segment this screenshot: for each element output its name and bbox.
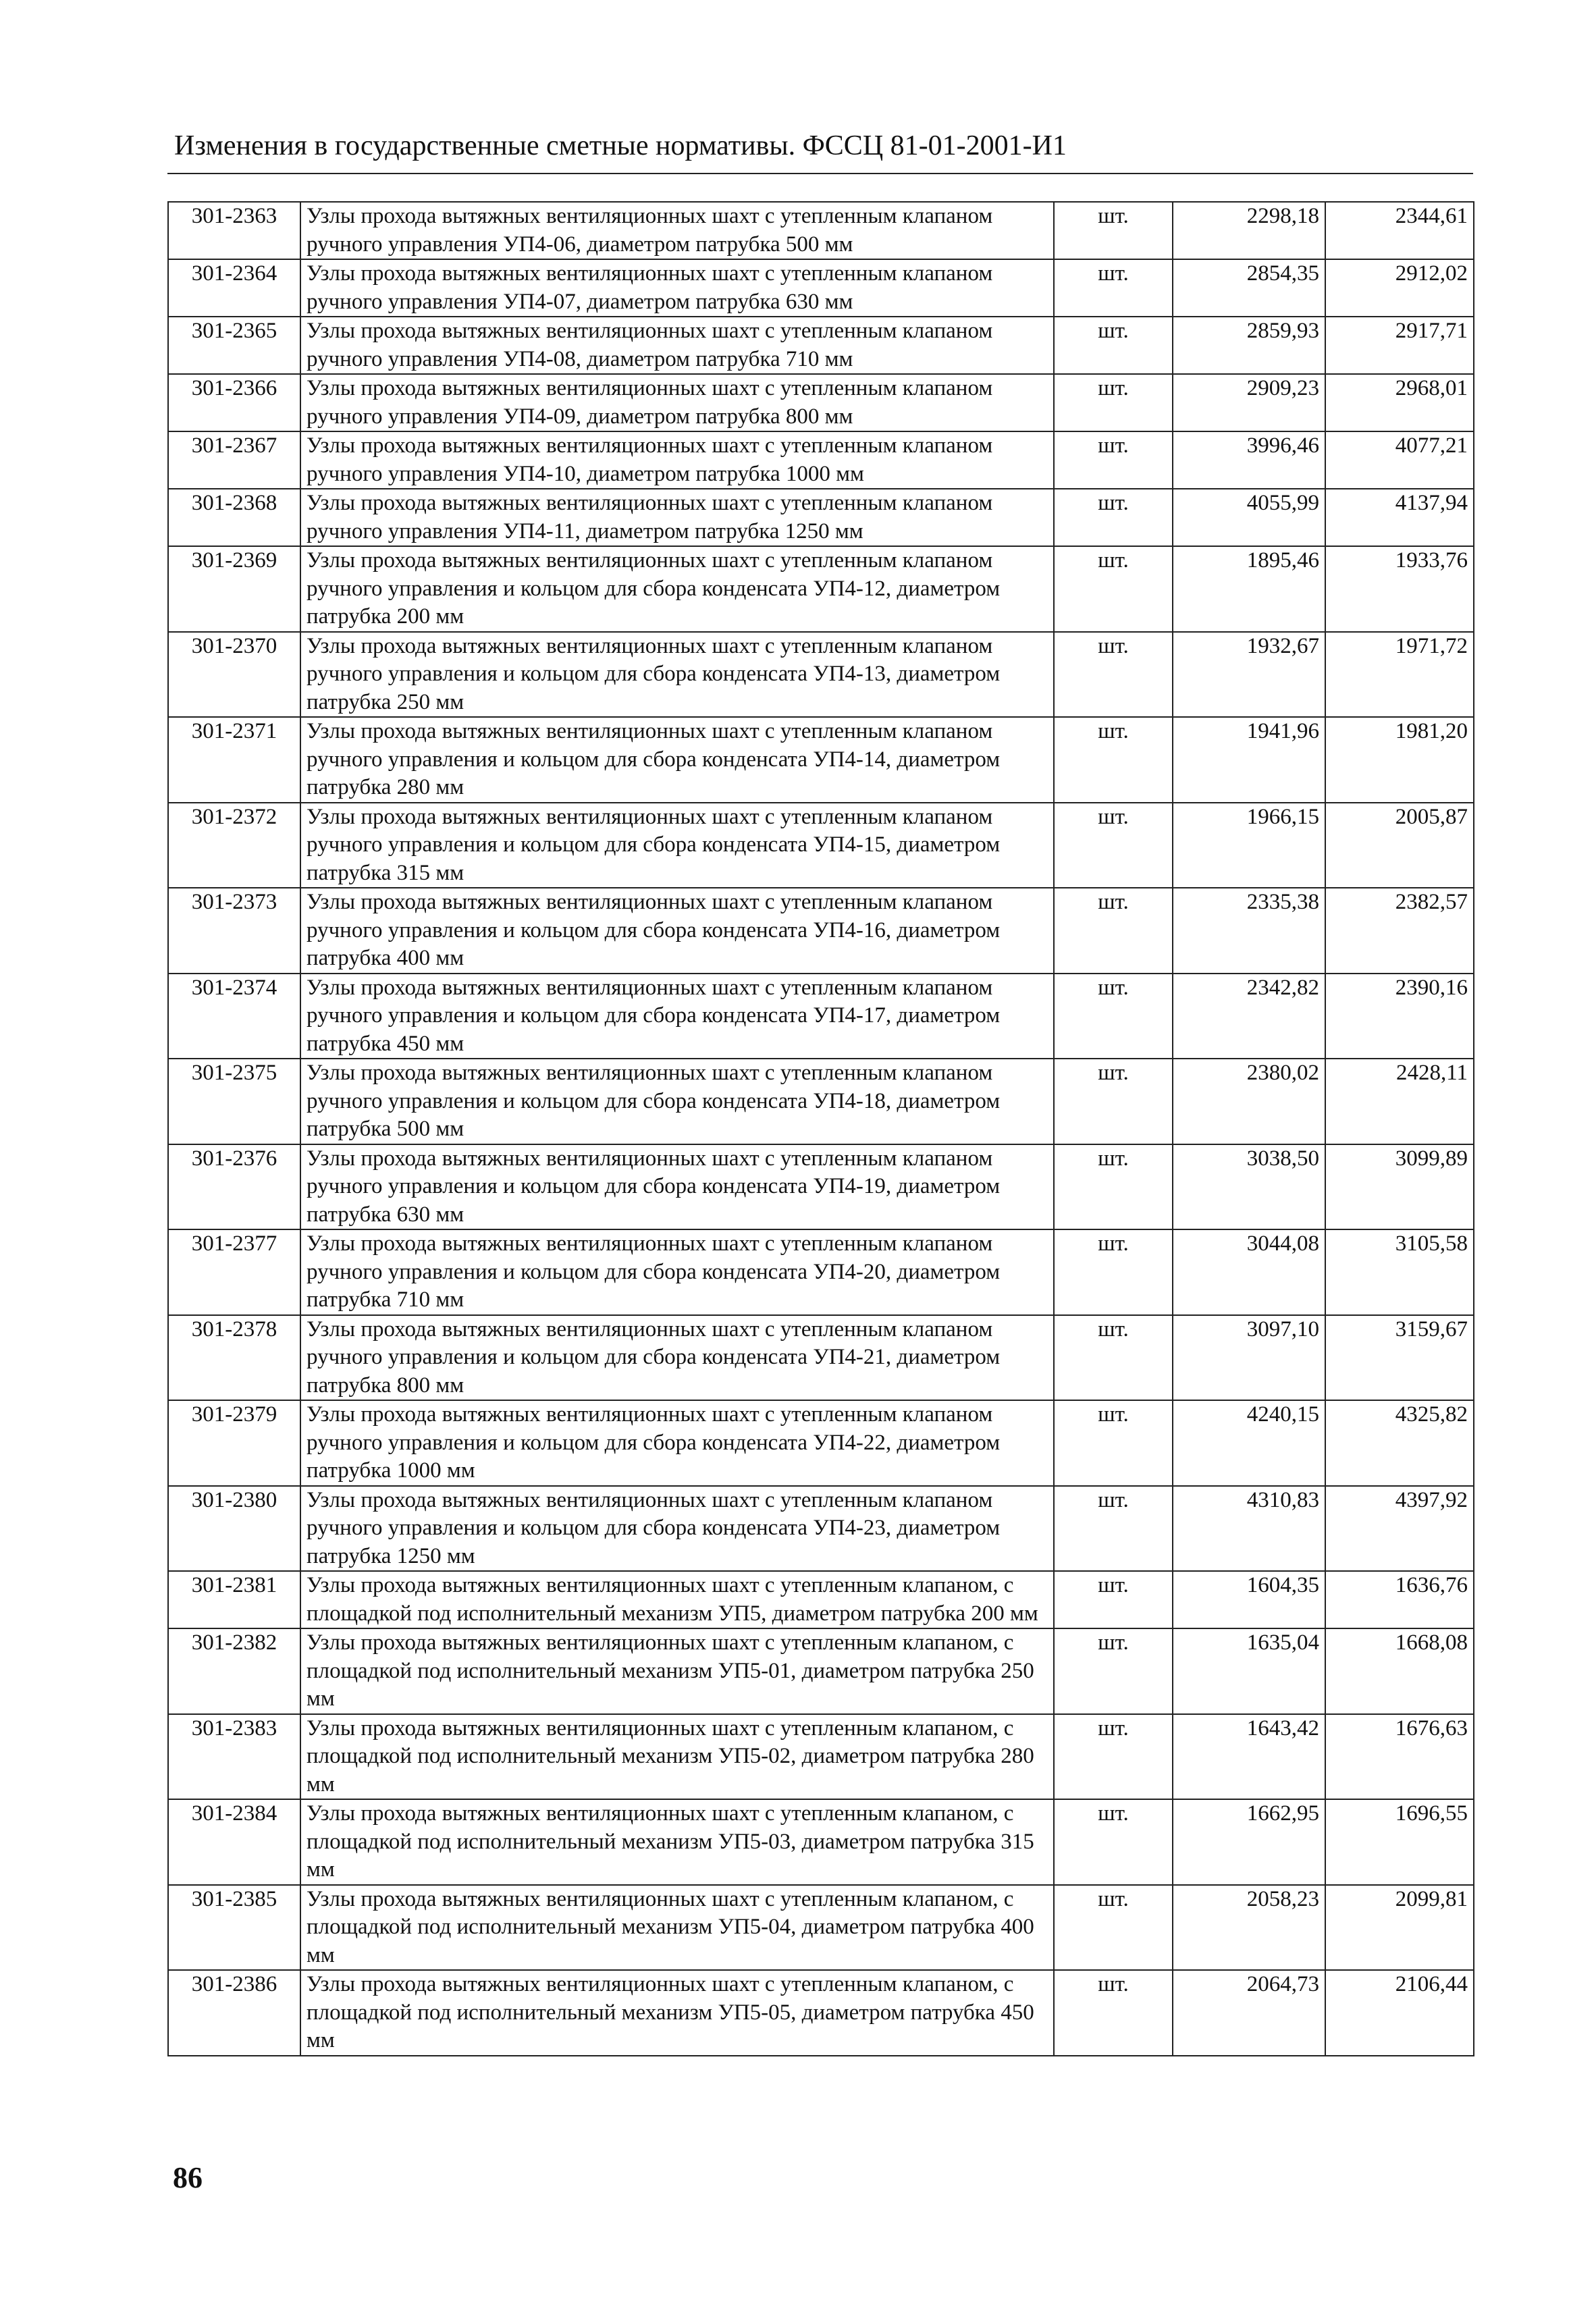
item-description: Узлы прохода вытяжных вентиляционных шахт с утепленным клапаном ручного управления и кольцом для сбора конденсата УП4-13, диаметром патрубка 250 мм	[300, 632, 1054, 718]
item-unit: шт.	[1054, 1799, 1173, 1885]
item-code: 301-2382	[168, 1628, 300, 1714]
item-code: 301-2383	[168, 1714, 300, 1800]
item-price-1: 3038,50	[1173, 1144, 1325, 1230]
item-price-2: 2912,02	[1325, 259, 1474, 317]
item-code: 301-2363	[168, 202, 300, 259]
item-description: Узлы прохода вытяжных вентиляционных шахт с утепленным клапаном ручного управления УП4-06, диаметром патрубка 500 мм	[300, 202, 1054, 259]
table-row	[168, 202, 1474, 259]
item-price-1: 4055,99	[1173, 489, 1325, 546]
item-price-2: 1676,63	[1325, 1714, 1474, 1800]
item-description: Узлы прохода вытяжных вентиляционных шахт с утепленным клапаном, с площадкой под исполнительный механизм УП5-01, диаметром патрубка 250 мм	[300, 1628, 1054, 1714]
item-price-2: 2099,81	[1325, 1885, 1474, 1971]
item-price-1: 2298,18	[1173, 202, 1325, 259]
item-price-1: 1895,46	[1173, 546, 1325, 632]
table-row	[168, 1144, 1474, 1230]
table-row	[168, 1628, 1474, 1714]
item-description: Узлы прохода вытяжных вентиляционных шахт с утепленным клапаном, с площадкой под исполнительный механизм УП5-03, диаметром патрубка 315 мм	[300, 1799, 1054, 1885]
item-price-1: 1635,04	[1173, 1628, 1325, 1714]
item-unit: шт.	[1054, 1970, 1173, 2056]
item-price-2: 3105,58	[1325, 1229, 1474, 1315]
item-price-2: 2428,11	[1325, 1059, 1474, 1144]
item-code: 301-2373	[168, 888, 300, 974]
item-price-1: 2342,82	[1173, 974, 1325, 1059]
item-unit: шт.	[1054, 1315, 1173, 1401]
item-price-2: 2917,71	[1325, 317, 1474, 374]
table-row	[168, 546, 1474, 632]
item-code: 301-2384	[168, 1799, 300, 1885]
table-row	[168, 1486, 1474, 1572]
item-price-1: 1662,95	[1173, 1799, 1325, 1885]
item-unit: шт.	[1054, 546, 1173, 632]
item-unit: шт.	[1054, 1714, 1173, 1800]
item-code: 301-2364	[168, 259, 300, 317]
item-price-2: 4137,94	[1325, 489, 1474, 546]
item-price-2: 1933,76	[1325, 546, 1474, 632]
item-code: 301-2386	[168, 1970, 300, 2056]
item-description: Узлы прохода вытяжных вентиляционных шахт с утепленным клапаном ручного управления и кольцом для сбора конденсата УП4-12, диаметром патрубка 200 мм	[300, 546, 1054, 632]
item-unit: шт.	[1054, 431, 1173, 489]
item-price-2: 2106,44	[1325, 1970, 1474, 2056]
item-price-2: 2968,01	[1325, 374, 1474, 431]
item-price-1: 2335,38	[1173, 888, 1325, 974]
item-description: Узлы прохода вытяжных вентиляционных шахт с утепленным клапаном ручного управления и кольцом для сбора конденсата УП4-23, диаметром патрубка 1250 мм	[300, 1486, 1054, 1572]
item-price-1: 4310,83	[1173, 1486, 1325, 1572]
item-unit: шт.	[1054, 974, 1173, 1059]
item-description: Узлы прохода вытяжных вентиляционных шахт с утепленным клапаном ручного управления УП4-09, диаметром патрубка 800 мм	[300, 374, 1054, 431]
table-row	[168, 1059, 1474, 1144]
table-row	[168, 1315, 1474, 1401]
item-price-1: 3097,10	[1173, 1315, 1325, 1401]
item-price-1: 2380,02	[1173, 1059, 1325, 1144]
item-price-2: 2005,87	[1325, 803, 1474, 888]
table-row	[168, 374, 1474, 431]
item-unit: шт.	[1054, 1059, 1173, 1144]
item-price-1: 2909,23	[1173, 374, 1325, 431]
item-price-2: 4397,92	[1325, 1486, 1474, 1572]
item-price-1: 1643,42	[1173, 1714, 1325, 1800]
item-description: Узлы прохода вытяжных вентиляционных шахт с утепленным клапаном ручного управления и кольцом для сбора конденсата УП4-15, диаметром патрубка 315 мм	[300, 803, 1054, 888]
item-code: 301-2368	[168, 489, 300, 546]
table-row	[168, 1799, 1474, 1885]
item-unit: шт.	[1054, 1885, 1173, 1971]
table-row	[168, 632, 1474, 718]
table-row	[168, 717, 1474, 803]
item-description: Узлы прохода вытяжных вентиляционных шахт с утепленным клапаном ручного управления и кольцом для сбора конденсата УП4-20, диаметром патрубка 710 мм	[300, 1229, 1054, 1315]
item-code: 301-2375	[168, 1059, 300, 1144]
table-row	[168, 1714, 1474, 1800]
table-row	[168, 317, 1474, 374]
item-unit: шт.	[1054, 1144, 1173, 1230]
table-row	[168, 1885, 1474, 1971]
item-price-1: 2854,35	[1173, 259, 1325, 317]
item-price-2: 1636,76	[1325, 1571, 1474, 1628]
item-description: Узлы прохода вытяжных вентиляционных шахт с утепленным клапаном ручного управления УП4-11, диаметром патрубка 1250 мм	[300, 489, 1054, 546]
page-number: 86	[173, 2161, 203, 2194]
item-code: 301-2376	[168, 1144, 300, 1230]
item-code: 301-2367	[168, 431, 300, 489]
item-code: 301-2379	[168, 1400, 300, 1486]
item-unit: шт.	[1054, 1229, 1173, 1315]
price-table-body	[168, 202, 1474, 2056]
item-price-2: 3099,89	[1325, 1144, 1474, 1230]
item-price-1: 1932,67	[1173, 632, 1325, 718]
item-description: Узлы прохода вытяжных вентиляционных шахт с утепленным клапаном ручного управления и кольцом для сбора конденсата УП4-17, диаметром патрубка 450 мм	[300, 974, 1054, 1059]
table-row	[168, 431, 1474, 489]
item-code: 301-2370	[168, 632, 300, 718]
item-price-2: 2382,57	[1325, 888, 1474, 974]
item-price-2: 2390,16	[1325, 974, 1474, 1059]
table-row	[168, 974, 1474, 1059]
item-price-2: 1971,72	[1325, 632, 1474, 718]
item-price-2: 1668,08	[1325, 1628, 1474, 1714]
item-code: 301-2377	[168, 1229, 300, 1315]
item-unit: шт.	[1054, 888, 1173, 974]
table-row	[168, 1970, 1474, 2056]
item-price-1: 4240,15	[1173, 1400, 1325, 1486]
item-price-1: 2859,93	[1173, 317, 1325, 374]
item-code: 301-2385	[168, 1885, 300, 1971]
item-price-2: 4325,82	[1325, 1400, 1474, 1486]
table-row	[168, 888, 1474, 974]
table-row	[168, 1400, 1474, 1486]
item-description: Узлы прохода вытяжных вентиляционных шахт с утепленным клапаном, с площадкой под исполнительный механизм УП5-05, диаметром патрубка 450 мм	[300, 1970, 1054, 2056]
item-code: 301-2365	[168, 317, 300, 374]
item-description: Узлы прохода вытяжных вентиляционных шахт с утепленным клапаном, с площадкой под исполнительный механизм УП5-02, диаметром патрубка 280 мм	[300, 1714, 1054, 1800]
item-unit: шт.	[1054, 202, 1173, 259]
item-description: Узлы прохода вытяжных вентиляционных шахт с утепленным клапаном ручного управления УП4-08, диаметром патрубка 710 мм	[300, 317, 1054, 374]
item-unit: шт.	[1054, 489, 1173, 546]
item-unit: шт.	[1054, 317, 1173, 374]
item-price-2: 1696,55	[1325, 1799, 1474, 1885]
item-price-1: 1941,96	[1173, 717, 1325, 803]
item-code: 301-2369	[168, 546, 300, 632]
item-code: 301-2374	[168, 974, 300, 1059]
item-unit: шт.	[1054, 259, 1173, 317]
item-description: Узлы прохода вытяжных вентиляционных шахт с утепленным клапаном, с площадкой под исполнительный механизм УП5, диаметром патрубка 200 мм	[300, 1571, 1054, 1628]
item-code: 301-2371	[168, 717, 300, 803]
item-unit: шт.	[1054, 1571, 1173, 1628]
item-price-1: 3996,46	[1173, 431, 1325, 489]
table-row	[168, 489, 1474, 546]
item-code: 301-2366	[168, 374, 300, 431]
item-description: Узлы прохода вытяжных вентиляционных шахт с утепленным клапаном ручного управления и кольцом для сбора конденсата УП4-16, диаметром патрубка 400 мм	[300, 888, 1054, 974]
item-price-1: 1966,15	[1173, 803, 1325, 888]
item-description: Узлы прохода вытяжных вентиляционных шахт с утепленным клапаном ручного управления УП4-10, диаметром патрубка 1000 мм	[300, 431, 1054, 489]
price-table	[167, 201, 1474, 2056]
table-row	[168, 803, 1474, 888]
item-unit: шт.	[1054, 1486, 1173, 1572]
item-price-1: 2064,73	[1173, 1970, 1325, 2056]
item-price-1: 3044,08	[1173, 1229, 1325, 1315]
item-price-2: 4077,21	[1325, 431, 1474, 489]
table-row	[168, 259, 1474, 317]
item-code: 301-2378	[168, 1315, 300, 1401]
item-code: 301-2372	[168, 803, 300, 888]
item-price-2: 2344,61	[1325, 202, 1474, 259]
item-price-2: 1981,20	[1325, 717, 1474, 803]
item-unit: шт.	[1054, 1400, 1173, 1486]
header-divider	[167, 173, 1473, 174]
item-unit: шт.	[1054, 803, 1173, 888]
table-row	[168, 1229, 1474, 1315]
item-unit: шт.	[1054, 374, 1173, 431]
table-row	[168, 1571, 1474, 1628]
item-description: Узлы прохода вытяжных вентиляционных шахт с утепленным клапаном ручного управления и кольцом для сбора конденсата УП4-18, диаметром патрубка 500 мм	[300, 1059, 1054, 1144]
item-description: Узлы прохода вытяжных вентиляционных шахт с утепленным клапаном ручного управления и кольцом для сбора конденсата УП4-14, диаметром патрубка 280 мм	[300, 717, 1054, 803]
item-description: Узлы прохода вытяжных вентиляционных шахт с утепленным клапаном, с площадкой под исполнительный механизм УП5-04, диаметром патрубка 400 мм	[300, 1885, 1054, 1971]
item-code: 301-2380	[168, 1486, 300, 1572]
page-header-title: Изменения в государственные сметные нормативы. ФССЦ 81-01-2001-И1	[174, 130, 1067, 161]
item-unit: шт.	[1054, 1628, 1173, 1714]
item-price-1: 2058,23	[1173, 1885, 1325, 1971]
item-unit: шт.	[1054, 717, 1173, 803]
item-description: Узлы прохода вытяжных вентиляционных шахт с утепленным клапаном ручного управления и кольцом для сбора конденсата УП4-22, диаметром патрубка 1000 мм	[300, 1400, 1054, 1486]
item-description: Узлы прохода вытяжных вентиляционных шахт с утепленным клапаном ручного управления и кольцом для сбора конденсата УП4-19, диаметром патрубка 630 мм	[300, 1144, 1054, 1230]
item-description: Узлы прохода вытяжных вентиляционных шахт с утепленным клапаном ручного управления УП4-07, диаметром патрубка 630 мм	[300, 259, 1054, 317]
item-price-1: 1604,35	[1173, 1571, 1325, 1628]
item-code: 301-2381	[168, 1571, 300, 1628]
item-unit: шт.	[1054, 632, 1173, 718]
item-description: Узлы прохода вытяжных вентиляционных шахт с утепленным клапаном ручного управления и кольцом для сбора конденсата УП4-21, диаметром патрубка 800 мм	[300, 1315, 1054, 1401]
item-price-2: 3159,67	[1325, 1315, 1474, 1401]
